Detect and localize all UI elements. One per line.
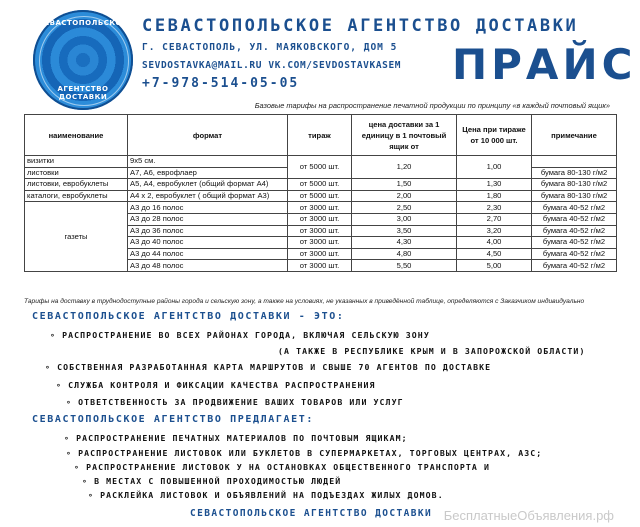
cell-format: А3 до 16 полос (128, 202, 288, 214)
cell-note: бумага 40-52 г/м2 (532, 260, 617, 272)
cell-price-10k: 1,80 (457, 190, 532, 202)
header-run: тираж (288, 115, 352, 156)
cell-price: 2,00 (352, 190, 457, 202)
about-item-text: ОТВЕТСТВЕННОСТЬ ЗА ПРОДВИЖЕНИЕ ВАШИХ ТОВАРОВ ИЛИ УСЛУГ (78, 397, 404, 407)
cell-price: 1,50 (352, 179, 457, 191)
footer-agency-name: СЕВАСТОПОЛЬСКОЕ АГЕНТСТВО ДОСТАВКИ (190, 508, 433, 519)
cell-price-10k: 2,70 (457, 213, 532, 225)
header-price: цена доставки за 1 единицу в 1 почтовый ящик от (352, 115, 457, 156)
agency-address: Г. СЕВАСТОПОЛЬ, УЛ. МАЯКОВСКОГО, ДОМ 5 (142, 42, 398, 53)
table-row (25, 156, 617, 168)
header-note: примечание (532, 115, 617, 156)
about-item: ∘ СЛУЖБА КОНТРОЛЯ И ФИКСАЦИИ КАЧЕСТВА РАСПРОСТРАНЕНИЯ (56, 380, 376, 390)
cell-format: А3 до 48 полос (128, 260, 288, 272)
offer-item: ∘ РАСПРОСТРАНЕНИЕ ПЕЧАТНЫХ МАТЕРИАЛОВ ПО ПОЧТОВЫМ ЯЩИКАМ; (64, 433, 408, 443)
cell-run: от 3000 шт. (288, 202, 352, 214)
cell-note: бумага 80-130 г/м2 (532, 190, 617, 202)
cell-format: А3 до 28 полос (128, 213, 288, 225)
cell-note: бумага 40-52 г/м2 (532, 202, 617, 214)
cell-price: 1,20 (352, 156, 457, 179)
about-item: ∘ СОБСТВЕННАЯ РАЗРАБОТАННАЯ КАРТА МАРШРУТОВ И СВЫШЕ 70 АГЕНТОВ ПО ДОСТАВКЕ (45, 362, 492, 372)
cell-note (532, 156, 617, 168)
cell-name: газеты (25, 202, 128, 272)
cell-format: А5, А4, евробуклет (общий формат А4) (128, 179, 288, 191)
about-item: ∘ РАСПРОСТРАНЕНИЕ ВО ВСЕХ РАЙОНАХ ГОРОДА, ВКЛЮЧАЯ СЕЛЬСКУЮ ЗОНУ (50, 330, 430, 340)
cell-run: от 3000 шт. (288, 248, 352, 260)
offers-heading: СЕВАСТОПОЛЬСКОЕ АГЕНТСТВО ПРЕДЛАГАЕТ: (32, 414, 314, 425)
offer-item-text: РАСПРОСТРАНЕНИЕ ЛИСТОВОК У НА ОСТАНОВКАХ ОБЩЕСТВЕННОГО ТРАНСПОРТА И (86, 462, 491, 472)
price-table (24, 114, 617, 272)
cell-note: бумага 40-52 г/м2 (532, 237, 617, 249)
header-price-10k: Цена при тираже от 10 000 шт. (457, 115, 532, 156)
cell-note: бумага 80-130 г/м2 (532, 179, 617, 191)
agency-logo (33, 10, 133, 110)
watermark: БесплатныеОбъявления.рф (443, 508, 614, 523)
cell-price: 3,50 (352, 225, 457, 237)
cell-price: 5,50 (352, 260, 457, 272)
offer-item-text: РАСПРОСТРАНЕНИЕ ЛИСТОВОК ИЛИ БУКЛЕТОВ В СУПЕРМАРКЕТАХ, ТОРГОВЫХ ЦЕНТРАХ, АЗС; (78, 448, 543, 458)
cell-name: визитки (25, 156, 128, 168)
offer-item-text: РАСКЛЕЙКА ЛИСТОВОК И ОБЪЯВЛЕНИЙ НА ПОДЪЕЗДАХ ЖИЛЫХ ДОМОВ. (100, 490, 444, 500)
offer-item-text: В МЕСТАХ С ПОВЫШЕННОЙ ПРОХОДИМОСТЬЮ ЛЮДЕЙ (94, 476, 342, 486)
about-item-text: СЛУЖБА КОНТРОЛЯ И ФИКСАЦИИ КАЧЕСТВА РАСПРОСТРАНЕНИЯ (68, 380, 376, 390)
cell-price: 4,80 (352, 248, 457, 260)
table-row (25, 179, 617, 191)
about-heading: СЕВАСТОПОЛЬСКОЕ АГЕНТСТВО ДОСТАВКИ - ЭТО: (32, 311, 345, 322)
cell-run: от 5000 шт. (288, 156, 352, 179)
cell-price-10k: 4,50 (457, 248, 532, 260)
cell-name: каталоги, евробуклеты (25, 190, 128, 202)
about-item-text: СОБСТВЕННАЯ РАЗРАБОТАННАЯ КАРТА МАРШРУТОВ И СВЫШЕ 70 АГЕНТОВ ПО ДОСТАВКЕ (57, 362, 492, 372)
offer-item: ∘ РАСПРОСТРАНЕНИЕ ЛИСТОВОК ИЛИ БУКЛЕТОВ В СУПЕРМАРКЕТАХ, ТОРГОВЫХ ЦЕНТРАХ, АЗС; (66, 448, 543, 458)
cell-note: бумага 40-52 г/м2 (532, 225, 617, 237)
cell-run: от 3000 шт. (288, 225, 352, 237)
cell-run: от 5000 шт. (288, 190, 352, 202)
cell-price-10k: 2,30 (457, 202, 532, 214)
logo-text-bottom: АГЕНТСТВО ДОСТАВКИ (57, 85, 109, 101)
header-format: формат (128, 115, 288, 156)
offer-item: ∘ РАСКЛЕЙКА ЛИСТОВОК И ОБЪЯВЛЕНИЙ НА ПОДЪЕЗДАХ ЖИЛЫХ ДОМОВ. (88, 490, 444, 500)
cell-price-10k: 3,20 (457, 225, 532, 237)
cell-price: 3,00 (352, 213, 457, 225)
cell-format: А3 до 36 полос (128, 225, 288, 237)
cell-price-10k: 1,00 (457, 156, 532, 179)
about-item: ∘ ОТВЕТСТВЕННОСТЬ ЗА ПРОДВИЖЕНИЕ ВАШИХ ТОВАРОВ ИЛИ УСЛУГ (66, 397, 404, 407)
cell-format: А3 до 44 полос (128, 248, 288, 260)
page-title: ПРАЙС (452, 40, 637, 89)
about-item-text: РАСПРОСТРАНЕНИЕ ВО ВСЕХ РАЙОНАХ ГОРОДА, ВКЛЮЧАЯ СЕЛЬСКУЮ ЗОНУ (62, 330, 430, 340)
table-header-row (25, 115, 617, 156)
agency-contacts[interactable]: SEVDOSTAVKA@MAIL.RU VK.COM/SEVDOSTAVKASEM (142, 60, 402, 71)
table-footnote: Тарифы на доставку в труднодоступные районы города и сельскую зону, а также на условиях, не указанных в приведённой таблице, определяются с Заказчиком индивидуально (24, 298, 585, 305)
cell-price-10k: 1,30 (457, 179, 532, 191)
cell-format: А7, А6, еврофлаер (128, 167, 288, 179)
header-name: наименование (25, 115, 128, 156)
cell-format: А3 до 40 полос (128, 237, 288, 249)
agency-phone[interactable]: +7-978-514-05-05 (142, 76, 300, 91)
cell-run: от 5000 шт. (288, 179, 352, 191)
cell-run: от 3000 шт. (288, 260, 352, 272)
cell-price: 2,50 (352, 202, 457, 214)
cell-name: листовки (25, 167, 128, 179)
cell-run: от 3000 шт. (288, 237, 352, 249)
cell-price-10k: 5,00 (457, 260, 532, 272)
offer-item: ∘ В МЕСТАХ С ПОВЫШЕННОЙ ПРОХОДИМОСТЬЮ ЛЮДЕЙ (82, 476, 342, 486)
agency-name: СЕВАСТОПОЛЬСКОЕ АГЕНТСТВО ДОСТАВКИ (142, 16, 579, 36)
cell-note: бумага 40-52 г/м2 (532, 248, 617, 260)
cell-price: 4,30 (352, 237, 457, 249)
cell-name: листовки, евробуклеты (25, 179, 128, 191)
cell-note: бумага 40-52 г/м2 (532, 213, 617, 225)
table-row (25, 190, 617, 202)
cell-format: А4 х 2, евробуклет ( общий формат А3) (128, 190, 288, 202)
offer-item-text: РАСПРОСТРАНЕНИЕ ПЕЧАТНЫХ МАТЕРИАЛОВ ПО ПОЧТОВЫМ ЯЩИКАМ; (76, 433, 408, 443)
cell-price-10k: 4,00 (457, 237, 532, 249)
table-row (25, 202, 617, 214)
cell-run: от 3000 шт. (288, 213, 352, 225)
logo-text-top: СЕВАСТОПОЛЬСКОЕ (38, 19, 128, 27)
cell-note: бумага 80-130 г/м2 (532, 167, 617, 179)
cell-format: 9х5 см. (128, 156, 288, 168)
tariff-subtitle: Базовые тарифы на распространение печатной продукции по принципу «в каждый почтовый ящик» (254, 101, 610, 110)
about-item-continued: (А ТАКЖЕ В РЕСПУБЛИКЕ КРЫМ И В ЗАПОРОЖСКОЙ ОБЛАСТИ) (278, 346, 586, 356)
offer-item: ∘ РАСПРОСТРАНЕНИЕ ЛИСТОВОК У НА ОСТАНОВКАХ ОБЩЕСТВЕННОГО ТРАНСПОРТА И (74, 462, 491, 472)
